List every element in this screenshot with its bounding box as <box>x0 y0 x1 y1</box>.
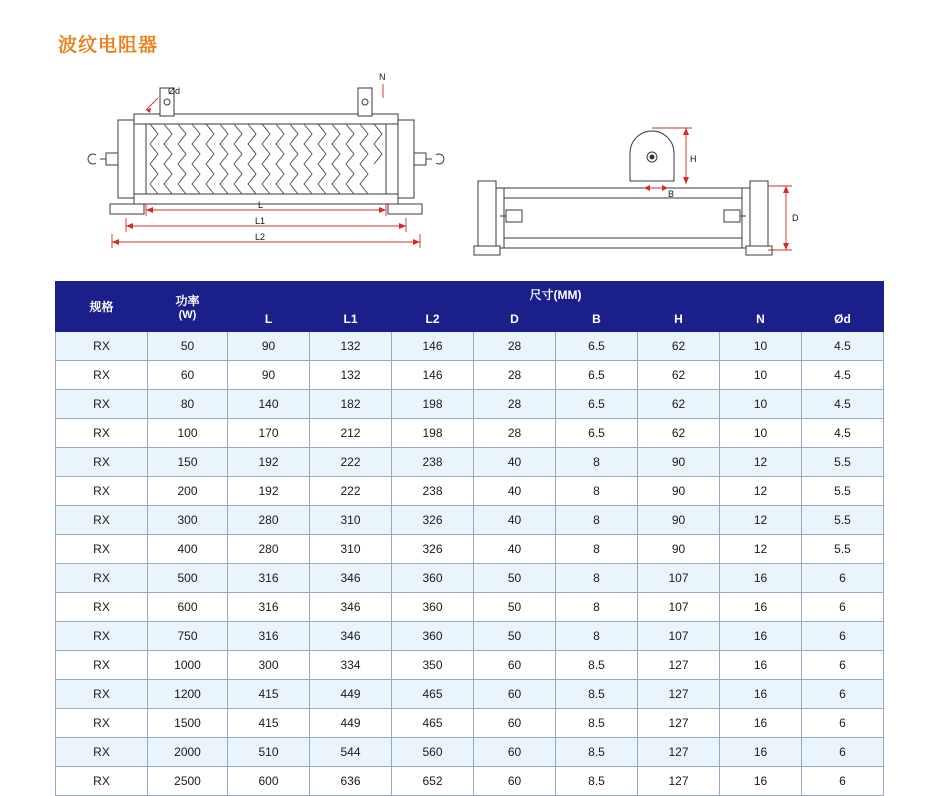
cell-L2: 465 <box>392 680 474 709</box>
cell-spec: RX <box>56 564 148 593</box>
cell-spec: RX <box>56 506 148 535</box>
table-row <box>56 680 884 709</box>
cell-D: 60 <box>474 651 556 680</box>
cell-L2: 360 <box>392 622 474 651</box>
cell-H: 90 <box>638 448 720 477</box>
cell-H: 127 <box>638 680 720 709</box>
cell-L1: 346 <box>310 564 392 593</box>
table-row <box>56 767 884 796</box>
table-row <box>56 738 884 767</box>
cell-L1: 310 <box>310 535 392 564</box>
cell-L2: 326 <box>392 506 474 535</box>
cell-Od: 6 <box>802 651 884 680</box>
cell-L1: 449 <box>310 709 392 738</box>
cell-N: 12 <box>720 506 802 535</box>
cell-L: 600 <box>228 767 310 796</box>
cell-L1: 544 <box>310 738 392 767</box>
cell-Od: 4.5 <box>802 361 884 390</box>
cell-L2: 238 <box>392 477 474 506</box>
cell-H: 107 <box>638 593 720 622</box>
cell-Od: 5.5 <box>802 535 884 564</box>
header-dim-B: B <box>556 307 638 332</box>
cell-D: 28 <box>474 419 556 448</box>
front-view-drawing <box>88 88 444 214</box>
cell-spec: RX <box>56 535 148 564</box>
label-l2: L2 <box>255 232 266 242</box>
cell-Od: 6 <box>802 680 884 709</box>
cell-B: 6.5 <box>556 361 638 390</box>
cell-N: 16 <box>720 767 802 796</box>
cell-H: 62 <box>638 332 720 361</box>
table-row <box>56 564 884 593</box>
header-dim-L: L <box>228 307 310 332</box>
cell-H: 90 <box>638 477 720 506</box>
label-l: L <box>258 200 264 210</box>
spec-table-head <box>56 282 884 332</box>
cell-B: 6.5 <box>556 332 638 361</box>
cell-B: 8 <box>556 564 638 593</box>
cell-B: 8 <box>556 477 638 506</box>
cell-D: 40 <box>474 535 556 564</box>
cell-B: 8.5 <box>556 738 638 767</box>
cell-B: 8.5 <box>556 767 638 796</box>
cell-B: 8 <box>556 593 638 622</box>
cell-power: 200 <box>148 477 228 506</box>
cell-L: 192 <box>228 477 310 506</box>
cell-L1: 222 <box>310 477 392 506</box>
cell-L1: 636 <box>310 767 392 796</box>
cell-L: 316 <box>228 593 310 622</box>
cell-Od: 6 <box>802 767 884 796</box>
cell-L: 316 <box>228 564 310 593</box>
cell-L1: 182 <box>310 390 392 419</box>
cell-L1: 310 <box>310 506 392 535</box>
cell-L: 300 <box>228 651 310 680</box>
cell-N: 16 <box>720 651 802 680</box>
table-row <box>56 651 884 680</box>
cell-L2: 198 <box>392 419 474 448</box>
spec-table-header-row-1 <box>56 282 884 307</box>
cell-D: 50 <box>474 564 556 593</box>
cell-B: 8.5 <box>556 709 638 738</box>
cell-L1: 222 <box>310 448 392 477</box>
cell-L: 90 <box>228 361 310 390</box>
side-view-drawing <box>474 131 772 255</box>
cell-D: 40 <box>474 506 556 535</box>
header-power-line2: (W) <box>178 309 197 321</box>
cell-D: 28 <box>474 390 556 419</box>
label-b: B <box>668 189 675 199</box>
cell-spec: RX <box>56 390 148 419</box>
cell-power: 300 <box>148 506 228 535</box>
header-spec: 规格 <box>56 282 148 332</box>
table-row <box>56 419 884 448</box>
cell-N: 12 <box>720 477 802 506</box>
cell-B: 8.5 <box>556 651 638 680</box>
cell-D: 60 <box>474 767 556 796</box>
table-row <box>56 332 884 361</box>
cell-D: 40 <box>474 448 556 477</box>
cell-N: 16 <box>720 564 802 593</box>
cell-L: 140 <box>228 390 310 419</box>
cell-power: 50 <box>148 332 228 361</box>
cell-power: 150 <box>148 448 228 477</box>
spec-table-body <box>56 332 884 796</box>
cell-N: 10 <box>720 419 802 448</box>
cell-N: 12 <box>720 448 802 477</box>
cell-N: 12 <box>720 535 802 564</box>
technical-drawings <box>0 58 936 263</box>
label-n: N <box>379 72 386 82</box>
cell-H: 90 <box>638 506 720 535</box>
header-dim-L2: L2 <box>392 307 474 332</box>
cell-L1: 346 <box>310 593 392 622</box>
cell-N: 16 <box>720 680 802 709</box>
cell-Od: 5.5 <box>802 448 884 477</box>
cell-Od: 5.5 <box>802 506 884 535</box>
cell-H: 107 <box>638 622 720 651</box>
label-l1: L1 <box>255 216 266 226</box>
cell-power: 60 <box>148 361 228 390</box>
label-diameter-d: Ød <box>168 86 181 96</box>
cell-spec: RX <box>56 738 148 767</box>
header-dimensions-group: 尺寸(MM) <box>228 282 884 307</box>
cell-D: 60 <box>474 680 556 709</box>
cell-N: 16 <box>720 593 802 622</box>
cell-L2: 146 <box>392 332 474 361</box>
cell-L1: 212 <box>310 419 392 448</box>
cell-Od: 4.5 <box>802 332 884 361</box>
cell-B: 8 <box>556 506 638 535</box>
cell-B: 8 <box>556 448 638 477</box>
cell-B: 6.5 <box>556 419 638 448</box>
cell-B: 8 <box>556 622 638 651</box>
cell-H: 127 <box>638 709 720 738</box>
cell-H: 62 <box>638 390 720 419</box>
header-dim-Od: Ød <box>802 307 884 332</box>
cell-spec: RX <box>56 593 148 622</box>
cell-N: 10 <box>720 361 802 390</box>
cell-L2: 326 <box>392 535 474 564</box>
cell-L: 280 <box>228 535 310 564</box>
cell-B: 8 <box>556 535 638 564</box>
cell-power: 1500 <box>148 709 228 738</box>
cell-L2: 238 <box>392 448 474 477</box>
cell-H: 127 <box>638 738 720 767</box>
cell-power: 400 <box>148 535 228 564</box>
cell-spec: RX <box>56 709 148 738</box>
cell-power: 100 <box>148 419 228 448</box>
cell-power: 1000 <box>148 651 228 680</box>
cell-L1: 132 <box>310 361 392 390</box>
cell-N: 16 <box>720 738 802 767</box>
cell-H: 62 <box>638 361 720 390</box>
cell-Od: 6 <box>802 593 884 622</box>
cell-N: 16 <box>720 622 802 651</box>
table-row <box>56 448 884 477</box>
cell-L2: 560 <box>392 738 474 767</box>
cell-Od: 6 <box>802 622 884 651</box>
cell-H: 90 <box>638 535 720 564</box>
cell-L1: 346 <box>310 622 392 651</box>
label-h: H <box>690 154 697 164</box>
cell-D: 50 <box>474 622 556 651</box>
cell-D: 40 <box>474 477 556 506</box>
cell-spec: RX <box>56 651 148 680</box>
cell-L2: 350 <box>392 651 474 680</box>
cell-power: 1200 <box>148 680 228 709</box>
cell-power: 80 <box>148 390 228 419</box>
cell-H: 107 <box>638 564 720 593</box>
cell-L: 415 <box>228 709 310 738</box>
cell-Od: 6 <box>802 738 884 767</box>
table-row <box>56 709 884 738</box>
label-d: D <box>792 213 799 223</box>
cell-spec: RX <box>56 332 148 361</box>
cell-D: 28 <box>474 361 556 390</box>
spec-table <box>55 281 884 796</box>
cell-L2: 198 <box>392 390 474 419</box>
header-dim-L1: L1 <box>310 307 392 332</box>
cell-N: 16 <box>720 709 802 738</box>
cell-D: 50 <box>474 593 556 622</box>
cell-L: 90 <box>228 332 310 361</box>
cell-L: 510 <box>228 738 310 767</box>
cell-L1: 449 <box>310 680 392 709</box>
cell-spec: RX <box>56 361 148 390</box>
cell-spec: RX <box>56 680 148 709</box>
cell-D: 28 <box>474 332 556 361</box>
cell-power: 600 <box>148 593 228 622</box>
cell-L2: 360 <box>392 564 474 593</box>
cell-Od: 5.5 <box>802 477 884 506</box>
header-dim-N: N <box>720 307 802 332</box>
cell-Od: 6 <box>802 709 884 738</box>
cell-D: 60 <box>474 738 556 767</box>
table-row <box>56 535 884 564</box>
cell-power: 750 <box>148 622 228 651</box>
table-row <box>56 622 884 651</box>
cell-spec: RX <box>56 477 148 506</box>
cell-power: 500 <box>148 564 228 593</box>
cell-L2: 652 <box>392 767 474 796</box>
cell-L1: 334 <box>310 651 392 680</box>
cell-power: 2500 <box>148 767 228 796</box>
cell-B: 8.5 <box>556 680 638 709</box>
header-power-line1: 功率 <box>175 294 200 308</box>
cell-spec: RX <box>56 419 148 448</box>
cell-N: 10 <box>720 390 802 419</box>
cell-L: 192 <box>228 448 310 477</box>
cell-spec: RX <box>56 448 148 477</box>
cell-L: 415 <box>228 680 310 709</box>
table-row <box>56 390 884 419</box>
cell-H: 127 <box>638 651 720 680</box>
header-dim-H: H <box>638 307 720 332</box>
cell-L: 316 <box>228 622 310 651</box>
header-dim-D: D <box>474 307 556 332</box>
table-row <box>56 593 884 622</box>
table-row <box>56 361 884 390</box>
table-row <box>56 506 884 535</box>
cell-H: 127 <box>638 767 720 796</box>
spec-table-container <box>55 281 881 796</box>
cell-L1: 132 <box>310 332 392 361</box>
cell-power: 2000 <box>148 738 228 767</box>
page-title: 波纹电阻器 <box>58 35 159 56</box>
cell-spec: RX <box>56 622 148 651</box>
cell-N: 10 <box>720 332 802 361</box>
cell-B: 6.5 <box>556 390 638 419</box>
cell-L2: 146 <box>392 361 474 390</box>
cell-Od: 4.5 <box>802 390 884 419</box>
cell-spec: RX <box>56 767 148 796</box>
cell-H: 62 <box>638 419 720 448</box>
cell-L: 280 <box>228 506 310 535</box>
cell-D: 60 <box>474 709 556 738</box>
cell-L2: 360 <box>392 593 474 622</box>
header-power <box>148 282 228 332</box>
table-row <box>56 477 884 506</box>
cell-Od: 6 <box>802 564 884 593</box>
cell-Od: 4.5 <box>802 419 884 448</box>
cell-L: 170 <box>228 419 310 448</box>
cell-L2: 465 <box>392 709 474 738</box>
